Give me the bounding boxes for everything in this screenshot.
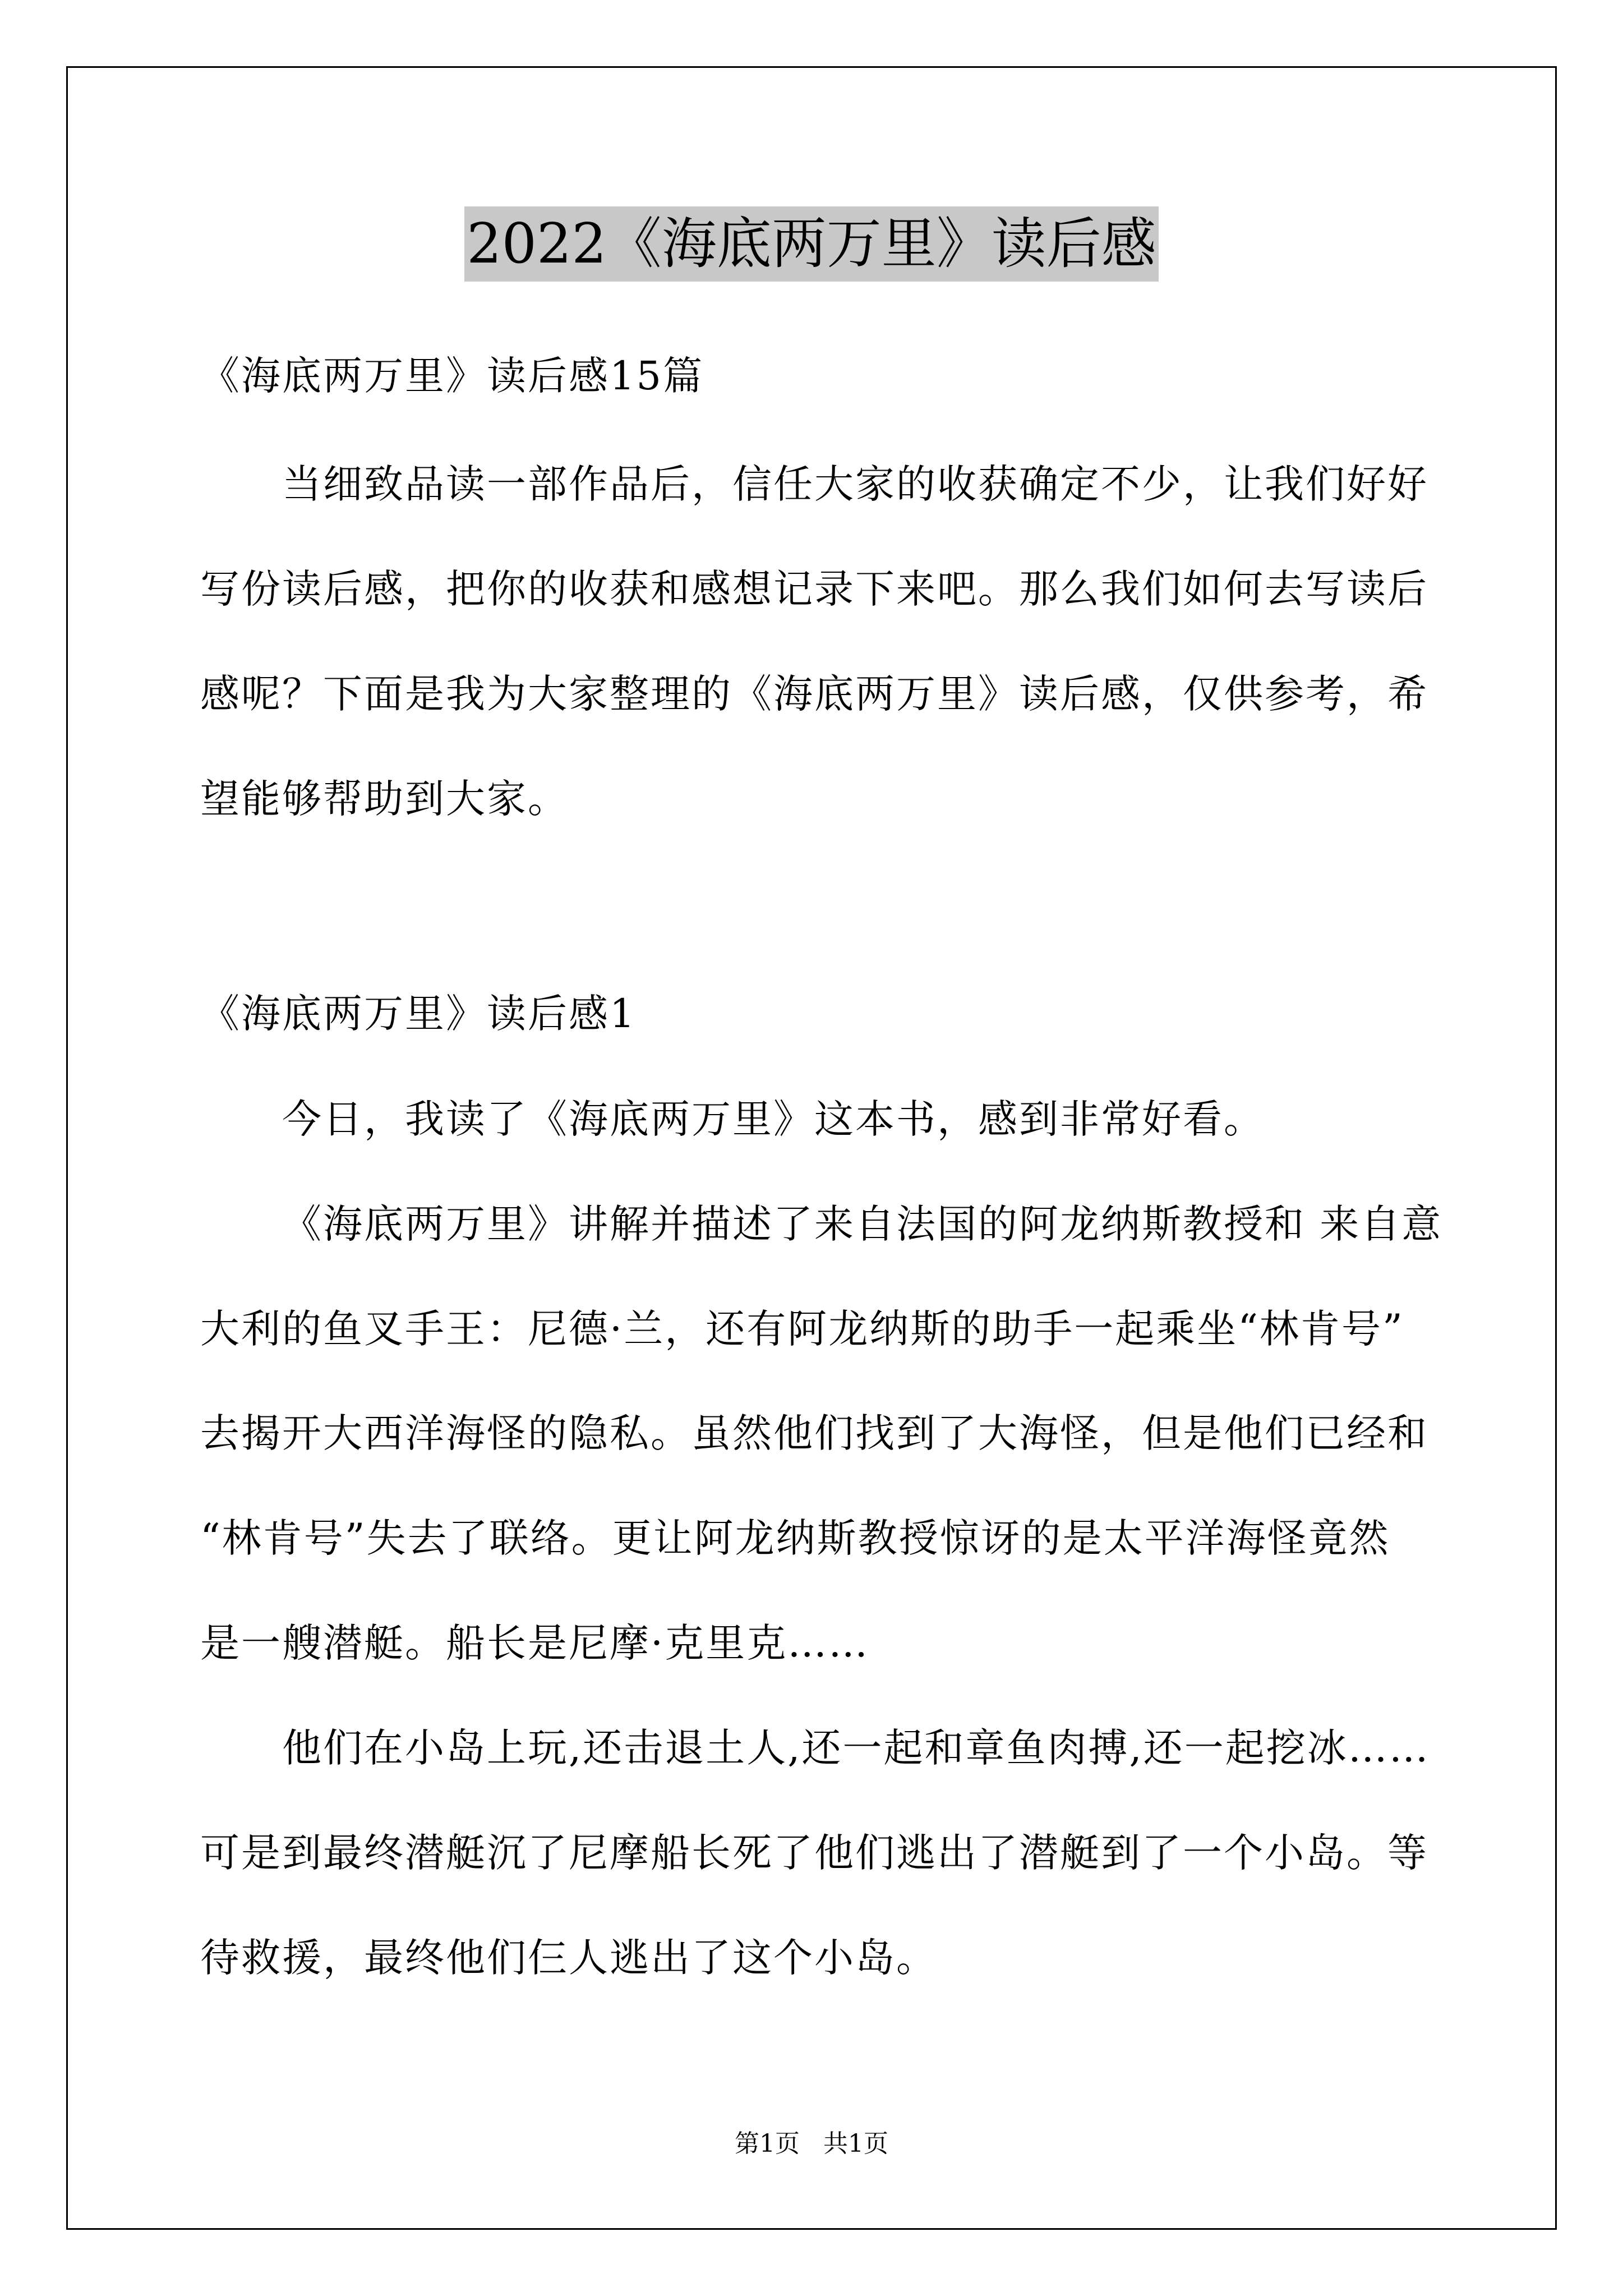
paragraph-line: 可是到最终潜艇沉了尼摩船长死了他们逃出了潜艇到了一个小岛。等 — [200, 1830, 1428, 1876]
subtitle: 《海底两万里》读后感15篇 — [200, 353, 704, 399]
paragraph-line: 他们在小岛上玩,还击退土人,还一起和章鱼肉搏,还一起挖冰…… — [282, 1725, 1430, 1771]
title-container — [0, 206, 1623, 282]
intro-line: 望能够帮助到大家。 — [200, 776, 569, 822]
paragraph-line: 今日，我读了《海底两万里》这本书，感到非常好看。 — [282, 1096, 1265, 1142]
paragraph-line: 大利的鱼叉手王：尼德·兰，还有阿龙纳斯的助手一起乘坐“林肯号” — [200, 1306, 1404, 1352]
page-number: 第1页 共1页 — [735, 2129, 888, 2158]
document-title: 2022《海底两万里》读后感 — [464, 206, 1158, 282]
intro-line: 写份读后感，把你的收获和感想记录下来吧。那么我们如何去写读后 — [200, 566, 1428, 612]
paragraph-line: 是一艘潜艇。船长是尼摩·克里克…… — [200, 1620, 870, 1666]
paragraph-line: 《海底两万里》讲解并描述了来自法国的阿龙纳斯教授和 来自意 — [282, 1201, 1443, 1247]
section-heading: 《海底两万里》读后感1 — [200, 991, 637, 1037]
intro-line: 当细致品读一部作品后，信任大家的收获确定不少，让我们好好 — [282, 461, 1428, 507]
paragraph-line: “林肯号”失去了联络。更让阿龙纳斯教授惊讶的是太平洋海怪竟然 — [200, 1515, 1390, 1561]
paragraph-line: 待救援，最终他们仨人逃出了这个小岛。 — [200, 1935, 937, 1981]
paragraph-line: 去揭开大西洋海怪的隐私。虽然他们找到了大海怪，但是他们已经和 — [200, 1410, 1428, 1456]
intro-line: 感呢？下面是我为大家整理的《海底两万里》读后感，仅供参考，希 — [200, 671, 1428, 717]
